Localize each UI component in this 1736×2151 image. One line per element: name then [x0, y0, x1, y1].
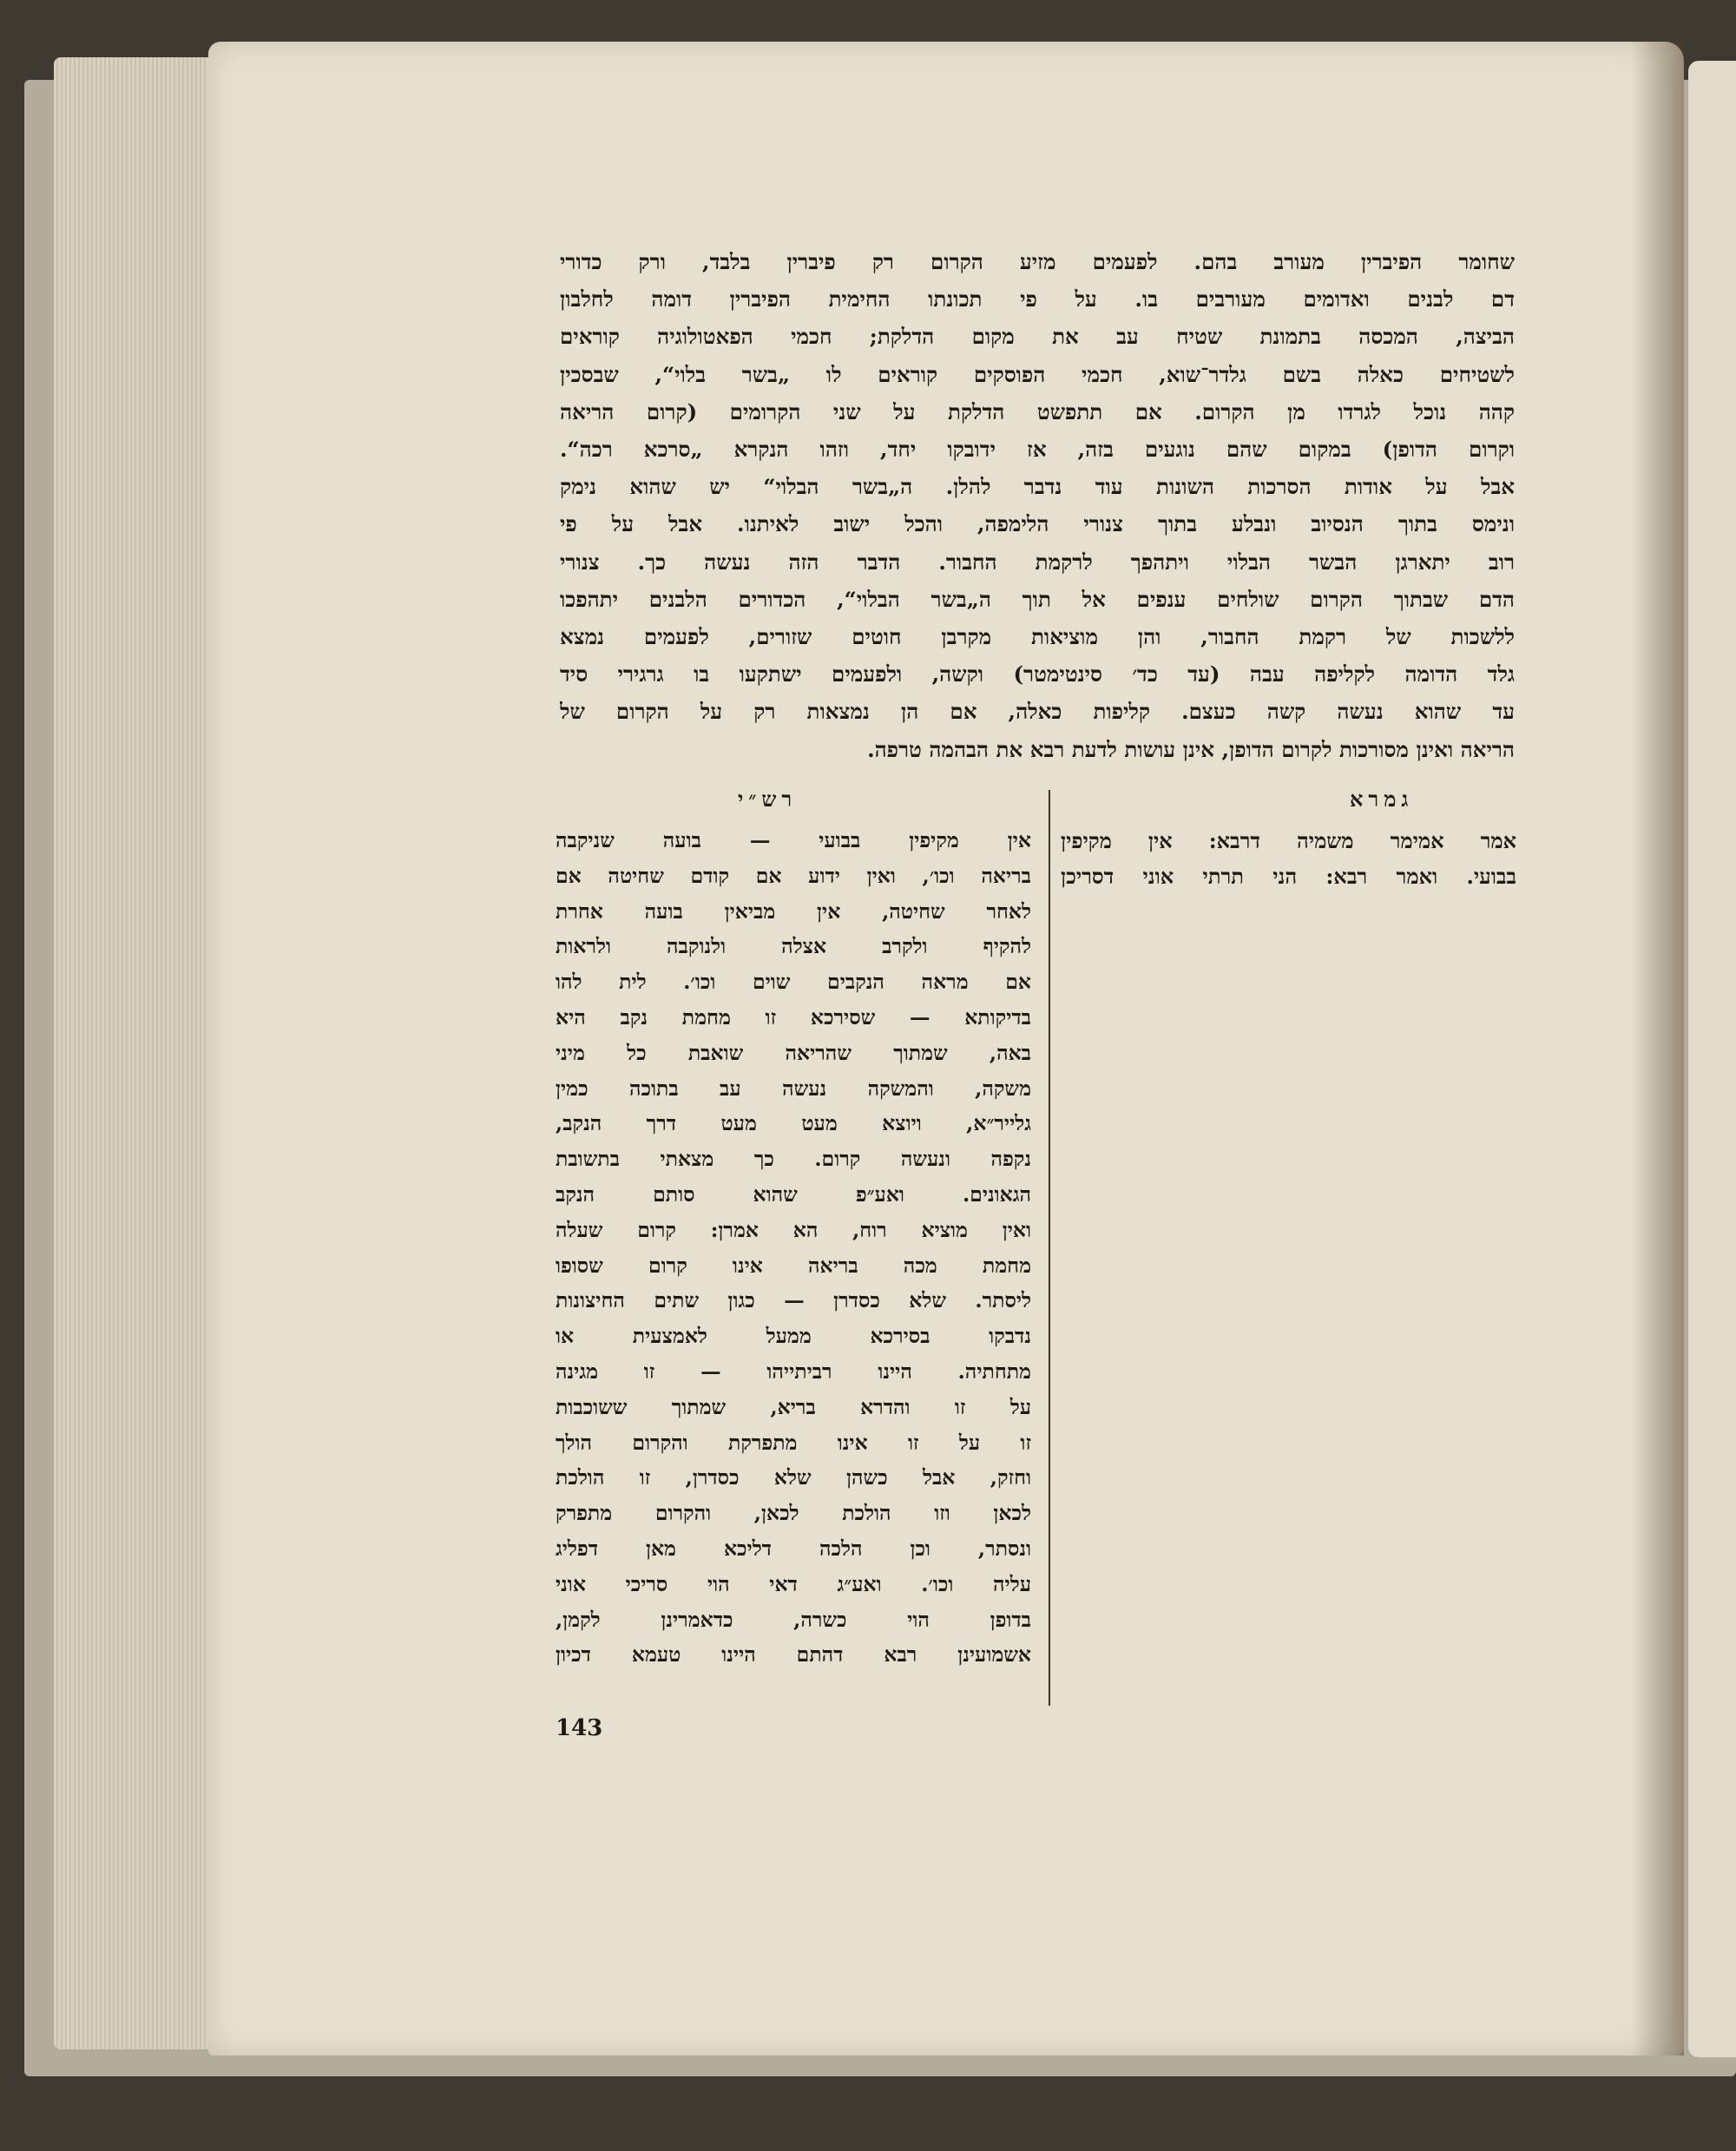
- column-divider: [1049, 790, 1050, 1706]
- rashi-line: ונסתר, וכן הלכה דליכא מאן דפליג: [556, 1536, 1031, 1561]
- rashi-line: הגאונים. ואע״פ שהוא סותם הנקב: [556, 1181, 1031, 1207]
- rashi-line: גלייר״א, ויוצא מעט מעט דרך הנקב,: [556, 1111, 1031, 1136]
- gutter-shadow: [1632, 42, 1684, 2056]
- main-line: שחומר הפיברין מעורב בהם. לפעמים מזיע הקרום רק פיברין בלבד, ורק כדורי: [560, 249, 1515, 274]
- rashi-line: באה, שמתוך שהריאה שואבת כל מיני: [556, 1040, 1031, 1065]
- rashi-line: ואין מוציא רוח, הא אמרן: קרום שעלה: [556, 1217, 1031, 1242]
- gemara-text: [1061, 823, 1516, 894]
- rashi-line: לכאן וזו הולכת לכאן, והקרום מתפרק: [556, 1501, 1031, 1526]
- gemara-heading: גמרא: [1350, 786, 1414, 812]
- next-page-edge: [1688, 61, 1736, 2057]
- main-paragraph: [560, 243, 1515, 768]
- main-line: עד שהוא נעשה קשה כעצם. קליפות כאלה, אם הן נמצאות רק על הקרום של: [560, 699, 1515, 725]
- rashi-line: מתחתיה. היינו רביתייהו — זו מגינה: [556, 1358, 1031, 1384]
- rashi-line: מחמת מכה בריאה אינו קרום שסופו: [556, 1253, 1031, 1278]
- rashi-line: עליה וכו׳. ואע״ג דאי הוי סריכי אוני: [556, 1571, 1031, 1596]
- main-line: הביצה, המכסה בתמונת שטיח עב את מקום הדלקת; חכמי הפאטולוגיה קוראים: [560, 324, 1515, 350]
- rashi-line: בדיקותא — שסירכא זו מחמת נקב היא: [556, 1004, 1031, 1029]
- main-line: לשטיחים כאלה בשם גלדר־שוא, חכמי הפוסקים קוראים לו „בשר בלוי“, שבסכין: [560, 361, 1515, 387]
- rashi-line: זו על זו אינו מתפרקת והקרום הולך: [556, 1430, 1031, 1455]
- rashi-line: וחזק, אבל כשהן שלא כסדרן, זו הולכת: [556, 1465, 1031, 1490]
- rashi-line: ליסתר. שלא כסדרן — כגון שתים החיצונות: [556, 1288, 1031, 1313]
- rashi-heading: רש״י: [738, 786, 798, 812]
- rashi-line: לאחר שחיטה, אין מביאין בועה אחרת: [556, 898, 1031, 924]
- rashi-line: להקיף ולקרב אצלה ולנוקבה ולראות: [556, 934, 1031, 959]
- rashi-line: אם מראה הנקבים שוים וכו׳. לית להו: [556, 970, 1031, 995]
- main-line: גלד הדומה לקליפה עבה (עד כד׳ סינטימטר) וקשה, ולפעמים ישתקעו בו גרגירי סיד: [560, 661, 1515, 687]
- page-number: 143: [556, 1715, 603, 1741]
- rashi-line: על זו והדרא בריא, שמתוך ששוכבות: [556, 1394, 1031, 1419]
- main-line: הריאה ואינן מסורכות לקרום הדופן, אינן עושות לדעת רבא את הבהמה טרפה.: [867, 736, 1515, 762]
- gemara-line: אמר אמימר משמיה דרבא: אין מקיפין: [1061, 828, 1516, 853]
- rashi-line: בדופן הוי כשרה, כדאמרינן לקמן,: [556, 1607, 1031, 1632]
- main-line: הדם שבתוך הקרום שולחים ענפים אל תוך ה„בשר הבלוי“, הכדורים הלבנים יתהפכו: [560, 586, 1515, 612]
- main-line: ונימס בתוך הנסיוב ונבלע בתוך צנורי הלימפה, והכל ישוב לאיתנו. אבל על פי: [560, 511, 1515, 537]
- main-line: וקרום הדופן) במקום שהם נוגעים בזה, אז ידובקו יחד, וזהו הנקרא „סרכא רכה“.: [560, 437, 1515, 463]
- rashi-line: בריאה וכו׳, ואין ידוע אם קודם שחיטה אם: [556, 863, 1031, 888]
- gemara-line: בבועי. ואמר רבא: הני תרתי אוני דסריכן: [1061, 864, 1516, 889]
- rashi-text: [556, 823, 1031, 1673]
- rashi-line: נקפה ונעשה קרום. כך מצאתי בתשובת: [556, 1147, 1031, 1172]
- main-line: אבל על אודות הסרכות השונות עוד נדבר להלן. ה„בשר הבלוי“ יש שהוא נימק: [560, 474, 1515, 500]
- rashi-line: משקה, והמשקה נעשה עב בתוכה כמין: [556, 1076, 1031, 1101]
- rashi-line: אשמועינן רבא דהתם היינו טעמא דכיון: [556, 1642, 1031, 1668]
- main-line: ללשכות של רקמת החבור, והן מוציאות מקרבן חוטים שזורים, לפעמים נמצא: [560, 624, 1515, 650]
- rashi-line: אין מקיפין בבועי — בועה שניקבה: [556, 828, 1031, 852]
- rashi-line: נדבקו בסירכא ממעל לאמצעית או: [556, 1324, 1031, 1349]
- main-line: קהה נוכל לגרדו מן הקרום. אם תתפשט הדלקת על שני הקרומים (קרום הריאה: [560, 398, 1515, 424]
- main-line: דם לבנים ואדומים מעורבים בו. על פי תכונתו החימית הפיברין דומה לחלבון: [560, 286, 1515, 312]
- main-line: רוב יתארגן הבשר הבלוי ויתהפך לרקמת החבור. הדבר הזה נעשה כך. צנורי: [560, 549, 1515, 575]
